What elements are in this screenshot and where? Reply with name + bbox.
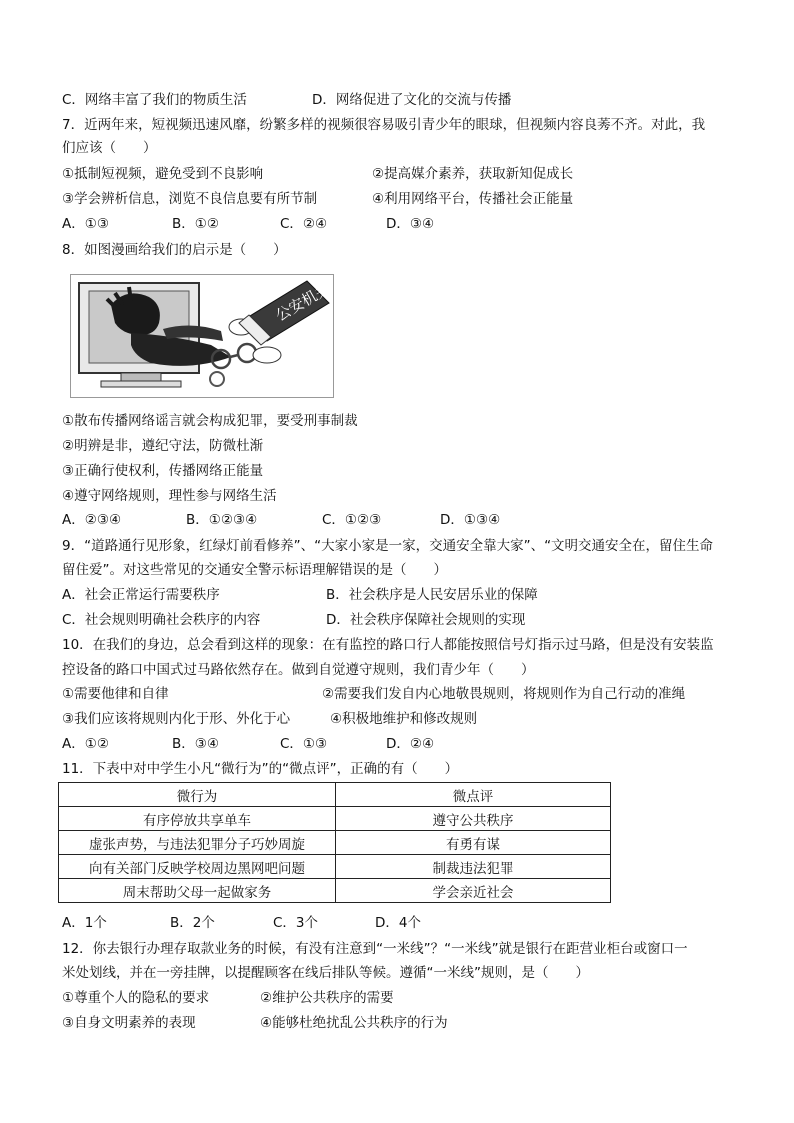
q11-option-c: C．3个 [273, 915, 319, 931]
q12-item-3: ③自身文明素养的表现 [62, 1015, 196, 1031]
q7-option-d: D．③④ [386, 216, 435, 232]
table-cell: 遵守公共秩序 [336, 807, 611, 831]
q9-stem-line1: 9．“道路通行见形象，红绿灯前看修养”、“大家小家是一家，交通安全靠大家”、“文明交通安全在，留住生命 [62, 538, 714, 554]
q8-option-c: C．①②③ [322, 512, 382, 528]
table-header-behavior: 微行为 [59, 783, 336, 807]
table-cell: 虚张声势，与违法犯罪分子巧妙周旋 [59, 831, 336, 855]
q8-item-2: ②明辨是非，遵纪守法，防微杜渐 [62, 438, 264, 454]
table-cell: 制裁违法犯罪 [336, 855, 611, 879]
q9-option-b: B．社会秩序是人民安居乐业的保障 [326, 587, 538, 603]
q10-stem-line1: 10．在我们的身边，总会看到这样的现象：在有监控的路口行人都能按照信号灯指示过马路，但是没有安装监 [62, 637, 714, 653]
q10-option-d: D．②④ [386, 736, 435, 752]
table-cell: 向有关部门反映学校周边黑网吧问题 [59, 855, 336, 879]
q7-item-1: ①抵制短视频，避免受到不良影响 [62, 166, 264, 182]
q6-option-d: D．网络促进了文化的交流与传播 [312, 92, 512, 108]
q9-option-d: D．社会秩序保障社会规则的实现 [326, 612, 526, 628]
q11-option-a: A．1个 [62, 915, 107, 931]
table-header-row [59, 783, 611, 807]
q7-option-b: B．①② [172, 216, 219, 232]
q7-option-a: A．①③ [62, 216, 109, 232]
q11-option-d: D．4个 [375, 915, 421, 931]
q9-stem-line2: 留住爱”。对这些常见的交通安全警示标语理解错误的是（ ） [62, 562, 447, 578]
table-row [59, 879, 611, 903]
cartoon-image [70, 274, 334, 398]
q8-item-3: ③正确行使权利，传播网络正能量 [62, 463, 264, 479]
q10-option-b: B．③④ [172, 736, 219, 752]
q10-item-4: ④积极地维护和修改规则 [330, 711, 478, 727]
q8-option-b: B．①②③④ [186, 512, 258, 528]
q7-stem-line1: 7．近两年来，短视频迅速风靡，纷繁多样的视频很容易吸引青少年的眼球，但视频内容良莠不齐。对此，我 [62, 117, 706, 133]
table-cell: 周末帮助父母一起做家务 [59, 879, 336, 903]
cartoon-sign-text: 公安机关 [272, 279, 333, 325]
q12-stem-line1: 12．你去银行办理存取款业务的时候，有没有注意到“一米线”？“一米线”就是银行在距营业柜台或窗口一 [62, 941, 688, 957]
q7-item-4: ④利用网络平台，传播社会正能量 [372, 191, 574, 207]
table-row [59, 831, 611, 855]
q8-item-4: ④遵守网络规则，理性参与网络生活 [62, 488, 277, 504]
table-header-comment: 微点评 [336, 783, 611, 807]
q8-option-d: D．①③④ [440, 512, 501, 528]
q10-item-3: ③我们应该将规则内化于形、外化于心 [62, 711, 291, 727]
q12-stem-line2: 米处划线，并在一旁挂牌，以提醒顾客在线后排队等候。遵循“一米线”规则，是（ ） [62, 965, 589, 981]
q12-item-4: ④能够杜绝扰乱公共秩序的行为 [260, 1015, 448, 1031]
q10-option-c: C．①③ [280, 736, 328, 752]
q12-item-2: ②维护公共秩序的需要 [260, 990, 394, 1006]
q10-item-2: ②需要我们发自内心地敬畏规则，将规则作为自己行动的准绳 [322, 686, 686, 702]
table-cell: 学会亲近社会 [336, 879, 611, 903]
q11-table [58, 782, 611, 903]
table-cell: 有序停放共享单车 [59, 807, 336, 831]
q11-stem: 11．下表中对中学生小凡“微行为”的“微点评”，正确的有（ ） [62, 761, 459, 777]
q7-stem-line2: 们应该（ ） [62, 140, 157, 156]
q8-option-a: A．②③④ [62, 512, 122, 528]
q7-option-c: C．②④ [280, 216, 328, 232]
q7-item-2: ②提高媒介素养，获取新知促成长 [372, 166, 574, 182]
q12-item-1: ①尊重个人的隐私的要求 [62, 990, 210, 1006]
q10-item-1: ①需要他律和自律 [62, 686, 169, 702]
q9-option-c: C．社会规则明确社会秩序的内容 [62, 612, 261, 628]
table-cell: 有勇有谋 [336, 831, 611, 855]
q10-option-a: A．①② [62, 736, 109, 752]
table-row [59, 855, 611, 879]
q10-stem-line2: 控设备的路口中国式过马路依然存在。做到自觉遵守规则，我们青少年（ ） [62, 662, 535, 678]
q9-option-a: A．社会正常运行需要秩序 [62, 587, 220, 603]
q11-option-b: B．2个 [170, 915, 215, 931]
q8-item-1: ①散布传播网络谣言就会构成犯罪，要受刑事制裁 [62, 413, 358, 429]
table-row [59, 807, 611, 831]
q7-item-3: ③学会辨析信息，浏览不良信息要有所节制 [62, 191, 318, 207]
cartoon-drawing [71, 275, 333, 397]
q8-stem: 8．如图漫画给我们的启示是（ ） [62, 242, 287, 258]
q6-option-c: C．网络丰富了我们的物质生活 [62, 92, 247, 108]
